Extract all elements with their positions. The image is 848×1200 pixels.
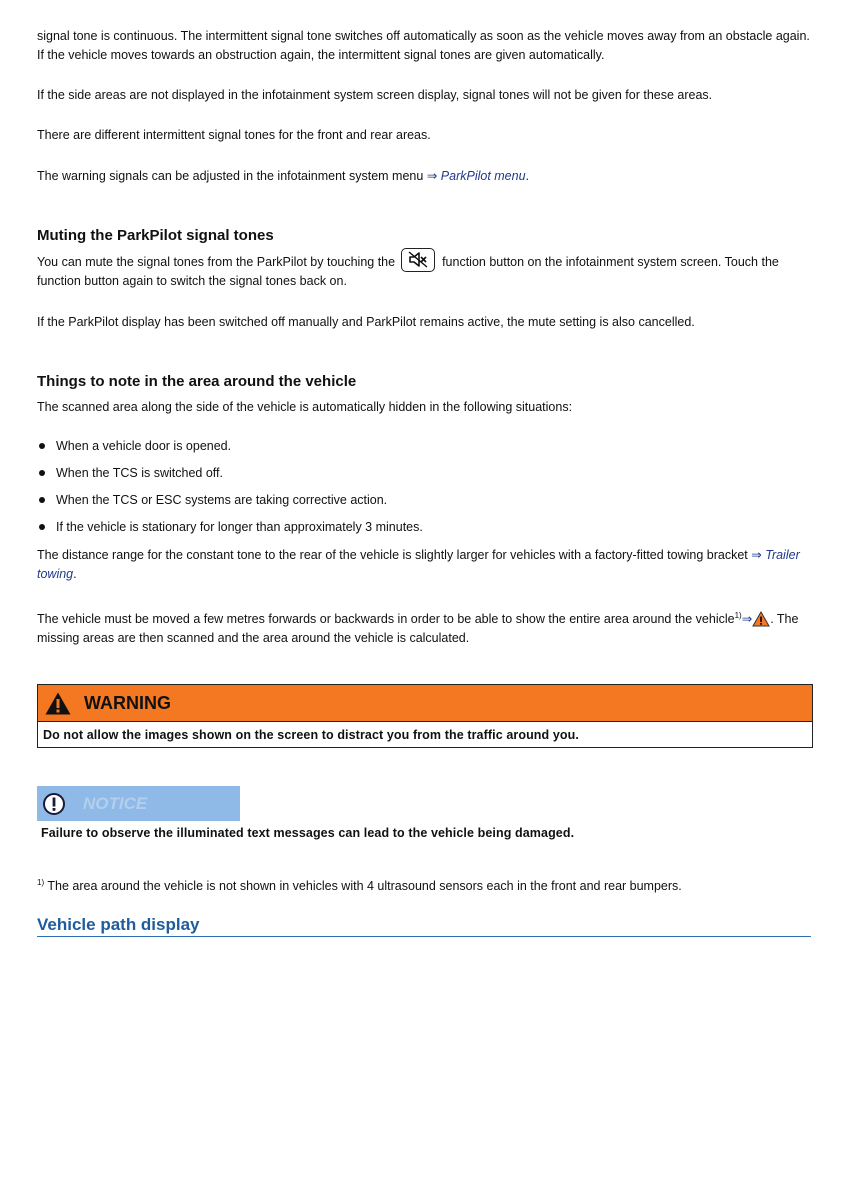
notice-header [37, 786, 240, 821]
warning-triangle-icon[interactable] [752, 611, 770, 627]
warning-triangle-icon [44, 691, 72, 716]
paragraph-vehicle-moved [37, 607, 812, 647]
footnote [37, 878, 682, 893]
list-item: When the TCS is switched off. [37, 464, 423, 491]
speaker-muted-icon [408, 251, 428, 268]
paragraph-intermittent-tones: There are different intermittent signal tones for the front and rear areas. [37, 128, 431, 142]
things-heading: Things to note in the area around the vehicle [37, 373, 357, 390]
distance-text: The distance range for the constant tone to the rear of the vehicle is slightly larger for vehicles with a factory-fitted towing bracket [37, 548, 748, 562]
moved-text: The vehicle must be moved a few metres forwards or backwards in order to be able to show the entire area around the vehicle [37, 612, 735, 627]
muting-heading: Muting the ParkPilot signal tones [37, 227, 274, 244]
paragraph-continuous-tone: signal tone is continuous. The intermittent signal tone switches off automatically as soon as the vehicle moves away from an obstacle again. If the vehicle moves towards an obstruction again, the intermittent signal tones are given automatically. [37, 29, 810, 62]
paragraph-end: . [525, 169, 530, 183]
paragraph-end: . [73, 566, 77, 581]
paragraph-text: The warning signals can be adjusted in the infotainment system menu [37, 169, 424, 183]
exclamation-circle-icon [42, 792, 66, 816]
warning-box [37, 684, 813, 748]
paragraph-side-areas: If the side areas are not displayed in the infotainment system screen display, signal tones will not be given for these areas. [37, 88, 713, 102]
parkpilot-menu-link[interactable]: ParkPilot menu [440, 169, 526, 183]
list-item: When the TCS or ESC systems are taking corrective action. [37, 491, 423, 518]
footnote-ref[interactable]: 1) [734, 611, 742, 620]
arrow-icon: ⇒ [751, 548, 762, 562]
arrow-icon: ⇒ [741, 612, 753, 627]
warning-header [38, 685, 812, 722]
section-title: Vehicle path display [37, 915, 811, 937]
mute-text-after: function button on the infotainment system screen. Touch the function button again to switch the signal tones back on. [37, 255, 779, 288]
moved-text-after: . The missing areas are then scanned and the area around the vehicle is calculated. [37, 612, 799, 645]
footnote-marker: 1) [37, 878, 45, 887]
situations-list [37, 437, 423, 545]
mute-text-before: You can mute the signal tones from the ParkPilot by touching the [37, 255, 396, 269]
paragraph-mute-instructions [37, 253, 812, 290]
list-item: When a vehicle door is opened. [37, 437, 423, 464]
arrow-icon: ⇒ [426, 169, 438, 183]
footnote-text: The area around the vehicle is not shown in vehicles with 4 ultrasound sensors each in the front and rear bumpers. [47, 879, 682, 894]
warning-text: Do not allow the images shown on the screen to distract you from the traffic around you. [43, 728, 579, 742]
notice-text: Failure to observe the illuminated text messages can lead to the vehicle being damaged. [41, 826, 575, 840]
paragraph-distance-range [37, 546, 812, 583]
list-item: If the vehicle is stationary for longer than approximately 3 minutes. [37, 518, 423, 545]
mute-button-icon [401, 248, 435, 272]
notice-title: NOTICE [83, 793, 148, 813]
paragraph-warning-signals [37, 167, 812, 186]
paragraph-mute-cancelled: If the ParkPilot display has been switched off manually and ParkPilot remains active, the mute setting is also cancelled. [37, 315, 695, 329]
warning-title: WARNING [84, 692, 171, 713]
paragraph-scanned-area: The scanned area along the side of the vehicle is automatically hidden in the following situations: [37, 400, 573, 414]
trailer-towing-link[interactable]: Trailer towing [37, 548, 800, 581]
